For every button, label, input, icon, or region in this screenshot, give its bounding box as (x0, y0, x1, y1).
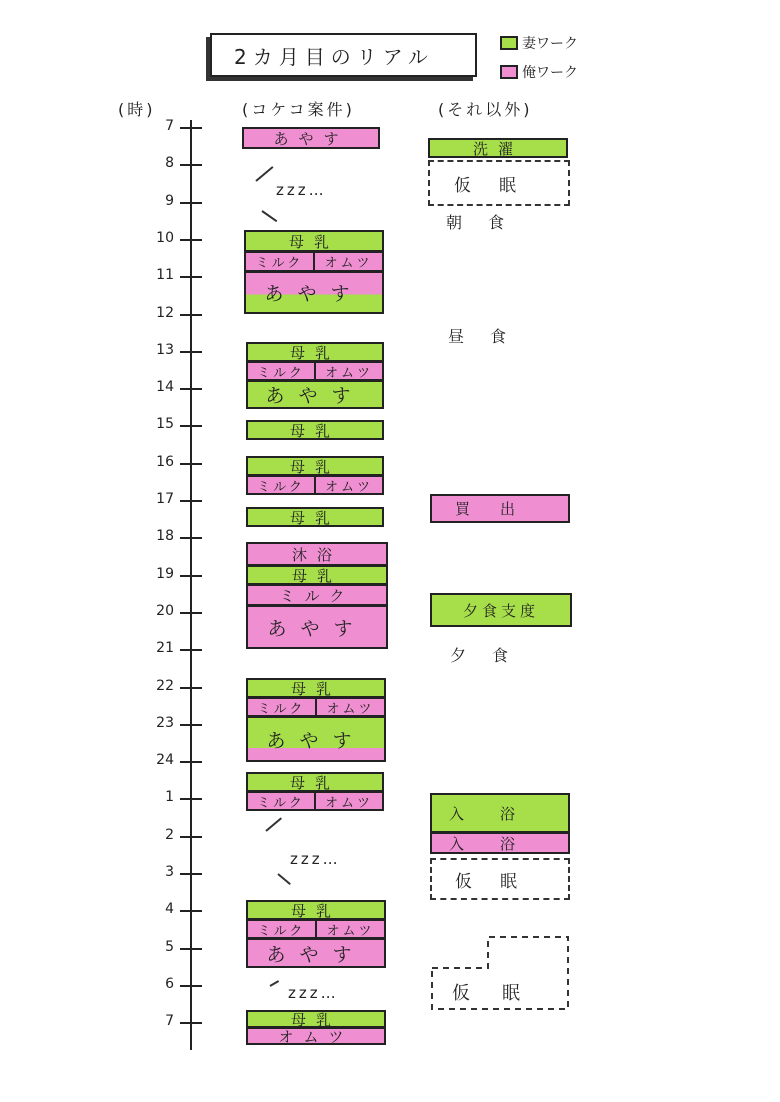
hour-label: 7 (165, 118, 174, 134)
zzz-2: zzz… (290, 850, 341, 868)
milk-label: ミルク (248, 921, 317, 937)
hour-label: 11 (156, 267, 174, 283)
hour-label: 18 (156, 528, 174, 544)
block-bonyu-15: 母乳 (246, 420, 384, 440)
omutsu-label: オムツ (326, 701, 375, 717)
block-ayasu-14: あやす (246, 380, 384, 409)
hour-label: 6 (165, 976, 174, 992)
milk-label: ミルク (246, 253, 315, 270)
omutsu-label: オムツ (324, 365, 373, 381)
hour-label: 20 (156, 603, 174, 619)
block-bonyu-19: 母乳 (246, 565, 388, 585)
label-chushoku: 昼食 (448, 327, 533, 346)
legend-wife-label: 妻ワーク (522, 36, 578, 52)
block-kaidashi: 買出 (430, 494, 570, 523)
hour-label: 5 (165, 939, 174, 955)
label-choshoku: 朝食 (446, 213, 531, 232)
omutsu-label: オムツ (324, 479, 373, 495)
hour-label: 16 (156, 454, 174, 470)
hour-label: 10 (156, 230, 174, 246)
milk-label: ミルク (248, 699, 317, 715)
block-ayasu-20: あやす (246, 605, 388, 649)
hour-label: 15 (156, 416, 174, 432)
omutsu-label: オムツ (324, 256, 373, 271)
hour-label: 13 (156, 342, 174, 358)
block-bonyu-4: 母乳 (246, 900, 386, 920)
hour-label: 24 (156, 752, 174, 768)
block-yushoku-shitaku: 夕食支度 (430, 593, 572, 627)
zzz-1: zzz… (276, 181, 327, 199)
hour-label: 12 (156, 305, 174, 321)
block-mokuyoku: 沐浴 (246, 542, 388, 566)
header-other: (それ以外) (438, 100, 533, 119)
hour-label: 3 (165, 864, 174, 880)
block-ayasu-23: あやす (246, 716, 386, 762)
block-bonyu-13: 母乳 (246, 342, 384, 362)
hour-label: 1 (165, 789, 174, 805)
label-yushoku: 夕食 (450, 646, 535, 665)
header-hours: (時) (118, 100, 156, 119)
block-omutsu-7: オムツ (246, 1027, 386, 1045)
block-sentaku: 洗濯 (428, 138, 568, 158)
block-bonyu-17: 母乳 (246, 507, 384, 527)
block-kamin-2: 仮眠 (430, 858, 570, 900)
hour-label: 2 (165, 827, 174, 843)
block-bonyu-16: 母乳 (246, 456, 384, 476)
block-kamin-1: 仮眠 (428, 160, 570, 206)
hour-label: 8 (165, 155, 174, 171)
omutsu-label: オムツ (324, 795, 373, 811)
block-nyuyoku-me: 入浴 (430, 832, 570, 854)
milk-label: ミルク (248, 363, 316, 379)
omutsu-label: オムツ (326, 923, 375, 939)
block-nyuyoku-wife: 入浴 (430, 793, 570, 833)
hour-label: 4 (165, 901, 174, 917)
hour-label: 23 (156, 715, 174, 731)
zzz-3: zzz… (288, 984, 339, 1002)
milk-label: ミルク (248, 477, 316, 493)
block-ayasu-5: あやす (246, 938, 386, 968)
milk-label: ミルク (248, 793, 316, 809)
page-title: 2カ月目のリアル (234, 44, 434, 69)
block-milk-19: ミルク (246, 584, 388, 606)
hour-label: 14 (156, 379, 174, 395)
block-bonyu-1: 母乳 (246, 772, 384, 792)
hour-label: 22 (156, 678, 174, 694)
hour-label: 21 (156, 640, 174, 656)
hour-label: 19 (156, 566, 174, 582)
block-bonyu-22: 母乳 (246, 678, 386, 698)
block-bonyu-10: 母乳 (244, 230, 384, 252)
block-ayasu-7: あやす (242, 127, 380, 149)
block-ayasu-11: あやす (244, 271, 384, 314)
hour-label: 9 (165, 193, 174, 209)
header-baby: (コケコ案件) (242, 100, 355, 119)
label-kamin-3: 仮眠 (452, 983, 552, 1004)
hour-label: 17 (156, 491, 174, 507)
legend-me-label: 俺ワーク (522, 65, 578, 81)
hour-label: 7 (165, 1013, 174, 1029)
block-bonyu-7: 母乳 (246, 1010, 386, 1028)
